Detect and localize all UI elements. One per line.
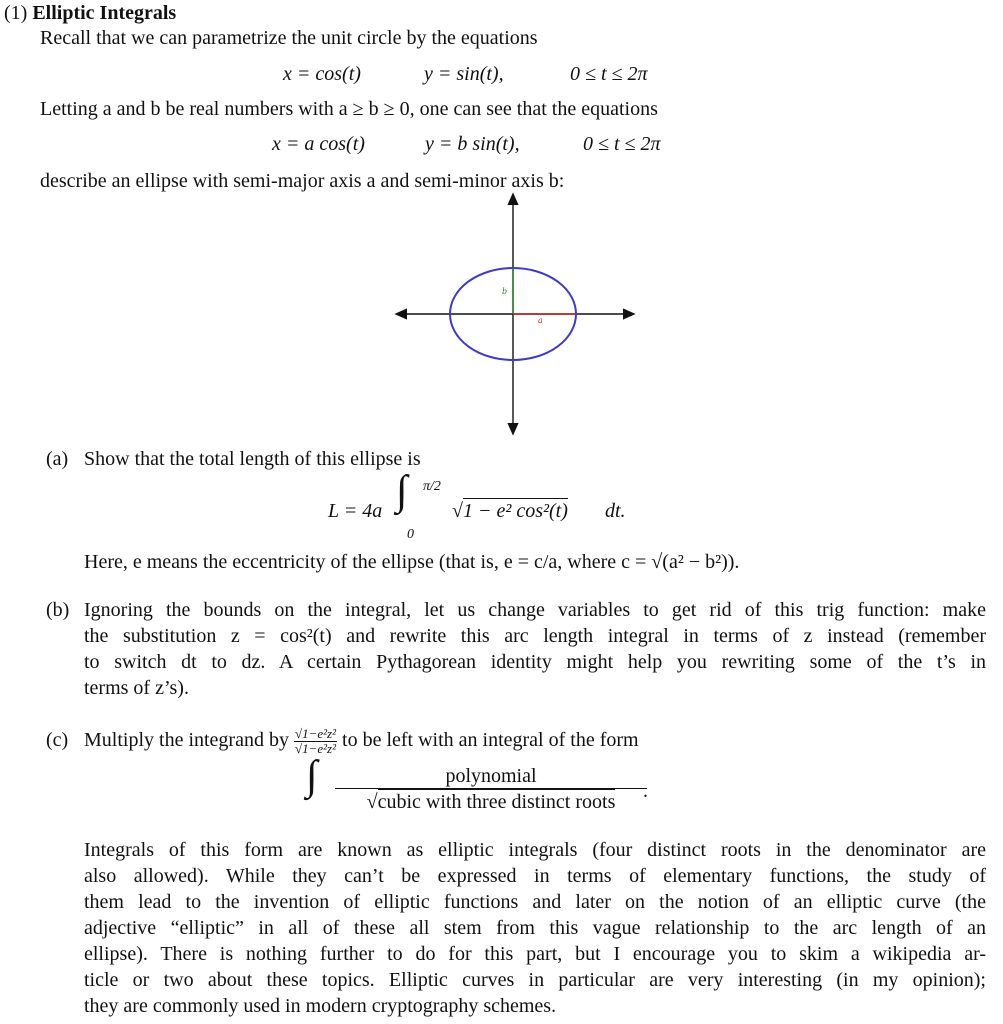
paragraph-line: they are commonly used in modern cryptography schemes. — [84, 995, 557, 1017]
length-lhs: L = 4a — [328, 500, 383, 522]
paragraph-line: ellipse). There is nothing further to do for this part, but I encourage you to skim a wikipedia ar- — [84, 943, 986, 965]
multiplier-fraction — [294, 727, 337, 756]
part-a-label: (a) — [46, 448, 69, 470]
label-b: b — [502, 287, 508, 296]
integrand: √1 − e² cos²(t) — [452, 500, 568, 522]
differential: dt. — [605, 500, 626, 522]
form-denominator: √cubic with three distinct roots — [366, 791, 616, 813]
form-period: . — [643, 780, 648, 802]
eq2-y: y = b sin(t), — [425, 133, 520, 155]
part-b-label: (b) — [46, 599, 70, 621]
eccentricity-note: Here, e means the eccentricity of the ellipse (that is, e = c/a, where c = √(a² − b²)). — [84, 551, 740, 573]
elliptic-form — [335, 764, 647, 815]
section-number: (1) — [4, 2, 28, 24]
lower-bound: 0 — [407, 527, 414, 542]
elliptic-integral-sign: ∫ — [306, 753, 318, 799]
intro-letting: Letting a and b be real numbers with a ≥ b ≥ 0, one can see that the equations — [40, 98, 658, 120]
part-b-line: the substitution z = cos²(t) and rewrite this arc length integral in terms of z instead (remember — [84, 625, 986, 647]
form-denominator-text: cubic with three distinct roots — [377, 791, 616, 813]
paragraph-line: ticle or two about these topics. Elliptic curves in particular are very interesting (in my opinion); — [84, 969, 986, 991]
part-b-line: Ignoring the bounds on the integral, let us change variables to get rid of this trig function: make — [84, 599, 986, 621]
label-a: a — [538, 316, 543, 325]
part-c-post: to be left with an integral of the form — [342, 729, 639, 752]
eq1-range: 0 ≤ t ≤ 2π — [570, 63, 648, 85]
form-numerator: polynomial — [335, 764, 647, 789]
section-title: Elliptic Integrals — [32, 2, 177, 24]
paragraph-line: adjective “elliptic” in all of these all stem from this vague relationship to the arc length of an — [84, 917, 986, 939]
eq2-x: x = a cos(t) — [272, 133, 365, 155]
part-c-intro — [84, 727, 639, 756]
eq2-range: 0 ≤ t ≤ 2π — [583, 133, 661, 155]
paragraph-line: also allowed). While they can’t be expressed in terms of elementary functions, the study of — [84, 865, 986, 887]
eq1-x: x = cos(t) — [283, 63, 361, 85]
part-c-pre: Multiply the integrand by — [84, 729, 289, 752]
integrand-radicand: 1 − e² cos²(t) — [462, 500, 568, 522]
part-a-text: Show that the total length of this ellipse is — [84, 448, 421, 470]
fraction-denominator: √1−e²z² — [294, 741, 337, 756]
ellipse-figure — [380, 190, 650, 440]
part-c-label: (c) — [46, 729, 69, 751]
intro-recall: Recall that we can parametrize the unit circle by the equations — [40, 27, 538, 49]
paragraph-line: Integrals of this form are known as elliptic integrals (four distinct roots in the denominator are — [84, 839, 986, 861]
fraction-numerator: √1−e²z² — [294, 726, 337, 741]
eq1-y: y = sin(t), — [424, 63, 504, 85]
integral-sign: ∫ — [396, 468, 408, 514]
part-b-line: to switch dt to dz. A certain Pythagorean identity might help you rewriting some of the t’s in — [84, 651, 986, 673]
section-heading — [4, 0, 176, 26]
upper-bound: π/2 — [423, 479, 441, 494]
part-b-line: terms of z’s). — [84, 677, 189, 699]
intro-describe: describe an ellipse with semi-major axis a and semi-minor axis b: — [40, 170, 565, 192]
paragraph-line: them lead to the invention of elliptic functions and later on the notion of an elliptic curve (the — [84, 891, 986, 913]
